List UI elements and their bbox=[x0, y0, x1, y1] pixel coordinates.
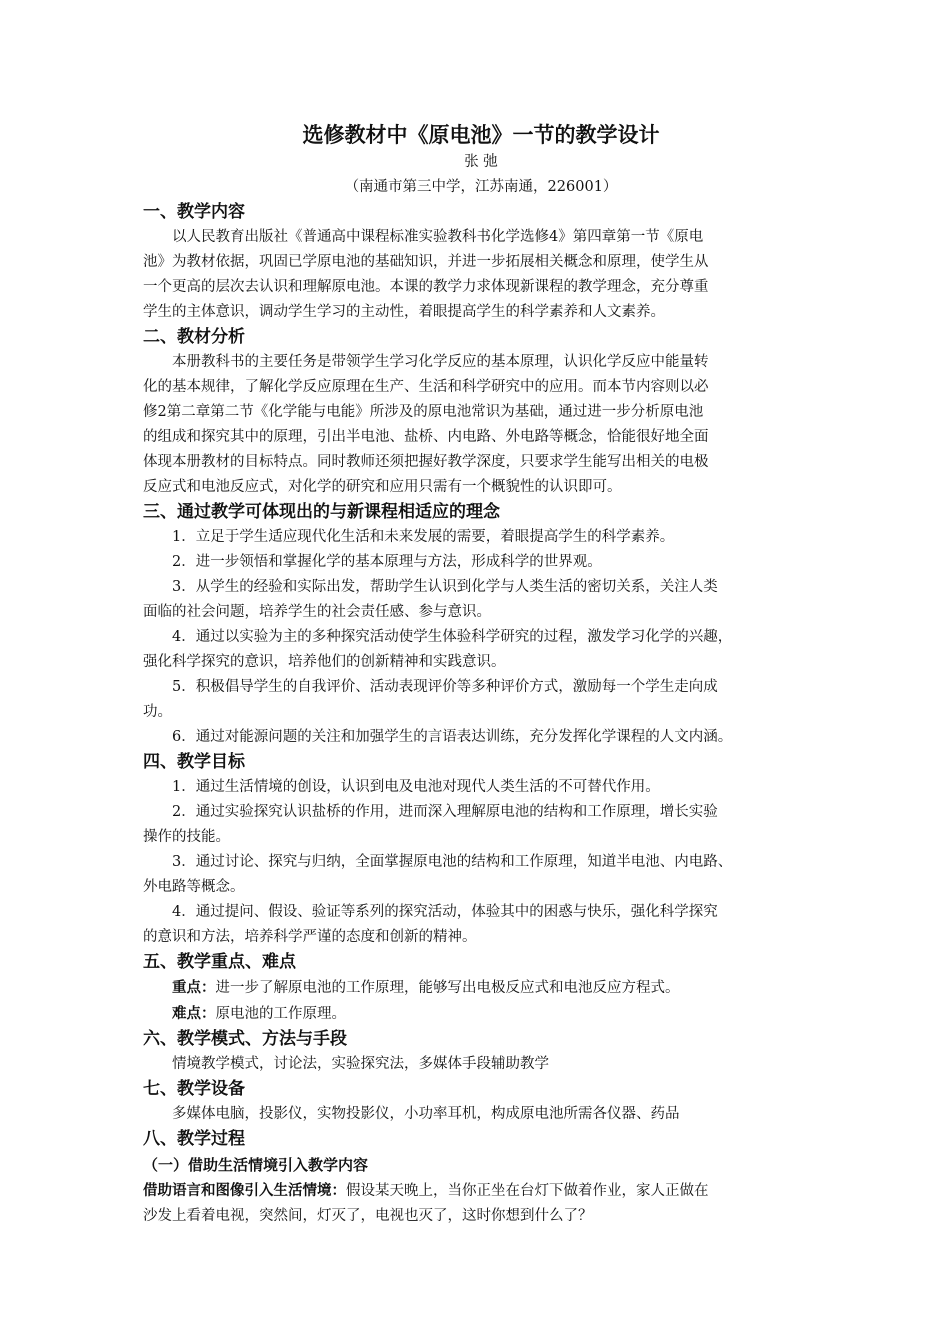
text-line: 3．从学生的经验和实际出发，帮助学生认识到化学与人类生活的密切关系，关注人类 bbox=[172, 579, 718, 595]
list-item bbox=[143, 725, 819, 750]
text-line: 外电路等概念。 bbox=[143, 879, 245, 895]
text-line: 功。 bbox=[143, 704, 172, 720]
affiliation: （南通市第三中学，江苏南通，226001） bbox=[344, 179, 618, 195]
text-line: 一个更高的层次去认识和理解原电池。本课的教学力求体现新课程的教学理念，充分尊重 bbox=[143, 279, 709, 295]
text-line: 3．通过讨论、探究与归纳，全面掌握原电池的结构和工作原理，知道半电池、内电路、 bbox=[172, 854, 733, 870]
list-item bbox=[143, 525, 819, 550]
text-line: 本册教科书的主要任务是带领学生学习化学反应的基本原理，认识化学反应中能量转 bbox=[172, 354, 709, 370]
section-heading-8: 八、教学过程 bbox=[143, 1129, 245, 1149]
text-line: 修2第二章第二节《化学能与电能》所涉及的原电池常识为基础，通过进一步分析原电池 bbox=[143, 404, 704, 420]
text-line: 体现本册教材的目标特点。同时教师还须把握好教学深度，只要求学生能写出相关的电极 bbox=[143, 454, 709, 470]
difficult-point bbox=[143, 1001, 819, 1027]
text-line: 2．进一步领悟和掌握化学的基本原理与方法，形成科学的世界观。 bbox=[172, 554, 602, 570]
list-item bbox=[143, 675, 819, 725]
text-line: 1．通过生活情境的创设，认识到电及电池对现代人类生活的不可替代作用。 bbox=[172, 779, 660, 795]
section-heading-7: 七、教学设备 bbox=[143, 1079, 245, 1099]
section-heading-2: 二、教材分析 bbox=[143, 327, 245, 347]
difficulty-text: 原电池的工作原理。 bbox=[215, 1006, 346, 1022]
text-line bbox=[143, 1001, 819, 1027]
text-line: 4．通过以实验为主的多种探究活动使学生体验科学研究的过程，激发学习化学的兴趣， bbox=[172, 629, 733, 645]
document-content bbox=[143, 120, 819, 1229]
text-line: 1．立足于学生适应现代化生活和未来发展的需要，着眼提高学生的科学素养。 bbox=[172, 529, 675, 545]
text-line: 4．通过提问、假设、验证等系列的探究活动，体验其中的困惑与快乐，强化科学探究 bbox=[172, 904, 718, 920]
text-line: 池》为教材依据，巩固已学原电池的基础知识，并进一步拓展相关概念和原理，使学生从 bbox=[143, 254, 709, 270]
text-line: 反应式和电池反应式，对化学的研究和应用只需有一个概貌性的认识即可。 bbox=[143, 479, 622, 495]
text-line bbox=[143, 1178, 819, 1204]
key-text: 进一步了解原电池的工作原理，能够写出电极反应式和电池反应方程式。 bbox=[215, 980, 680, 996]
difficulty-label: 难点： bbox=[172, 1005, 216, 1022]
text-line: 的组成和探究其中的原理，引出半电池、盐桥、内电路、外电路等概念，恰能很好地全面 bbox=[143, 429, 709, 445]
list-item bbox=[143, 575, 819, 625]
list-item bbox=[143, 800, 819, 850]
scenario-text: 假设某天晚上，当你正坐在台灯下做着作业，家人正做在 bbox=[346, 1183, 709, 1199]
list-item bbox=[143, 550, 819, 575]
text-line: 6．通过对能源问题的关注和加强学生的言语表达训练，充分发挥化学课程的人文内涵。 bbox=[172, 729, 733, 745]
sub-heading: （一）借助生活情境引入教学内容 bbox=[143, 1156, 369, 1174]
text-line: 强化科学探究的意识，培养他们的创新精神和实践意识。 bbox=[143, 654, 506, 670]
text-line: 情境教学模式，讨论法，实验探究法，多媒体手段辅助教学 bbox=[172, 1056, 549, 1072]
text-line: 多媒体电脑，投影仪，实物投影仪，小功率耳机，构成原电池所需各仪器、药品 bbox=[172, 1106, 680, 1122]
text-line: 化的基本规律，了解化学反应原理在生产、生活和科学研究中的应用。而本节内容则以必 bbox=[143, 379, 709, 395]
section-7-paragraph bbox=[143, 1102, 819, 1127]
scenario-label: 借助语言和图像引入生活情境： bbox=[143, 1182, 346, 1199]
list-item bbox=[143, 775, 819, 800]
text-line: 5．积极倡导学生的自我评价、活动表现评价等多种评价方式，激励每一个学生走向成 bbox=[172, 679, 718, 695]
text-line: 操作的技能。 bbox=[143, 829, 230, 845]
text-line: 沙发上看着电视，突然间，灯灭了，电视也灭了，这时你想到什么了？ bbox=[143, 1208, 593, 1224]
section-2-paragraph bbox=[143, 350, 819, 500]
key-label: 重点： bbox=[172, 979, 216, 996]
section-heading-1: 一、教学内容 bbox=[143, 202, 245, 222]
text-line: 的意识和方法，培养科学严谨的态度和创新的精神。 bbox=[143, 929, 477, 945]
author: 张 弛 bbox=[464, 154, 498, 170]
list-item bbox=[143, 850, 819, 900]
scenario-paragraph bbox=[143, 1178, 819, 1229]
section-heading-6: 六、教学模式、方法与手段 bbox=[143, 1029, 347, 1049]
section-1-paragraph bbox=[143, 225, 819, 325]
section-6-paragraph bbox=[143, 1052, 819, 1077]
list-item bbox=[143, 900, 819, 950]
text-line: 面临的社会问题，培养学生的社会责任感、参与意识。 bbox=[143, 604, 491, 620]
text-line: 2．通过实验探究认识盐桥的作用，进而深入理解原电池的结构和工作原理，增长实验 bbox=[172, 804, 718, 820]
key-point bbox=[143, 975, 819, 1001]
list-item bbox=[143, 625, 819, 675]
document-title: 选修教材中《原电池》一节的教学设计 bbox=[302, 123, 660, 147]
section-heading-3: 三、通过教学可体现出的与新课程相适应的理念 bbox=[143, 502, 500, 522]
text-line bbox=[143, 975, 819, 1001]
section-heading-4: 四、教学目标 bbox=[143, 752, 245, 772]
text-line: 学生的主体意识，调动学生学习的主动性，着眼提高学生的科学素养和人文素养。 bbox=[143, 304, 665, 320]
section-heading-5: 五、教学重点、难点 bbox=[143, 952, 296, 972]
text-line: 以人民教育出版社《普通高中课程标准实验教科书化学选修4》第四章第一节《原电 bbox=[172, 229, 704, 245]
